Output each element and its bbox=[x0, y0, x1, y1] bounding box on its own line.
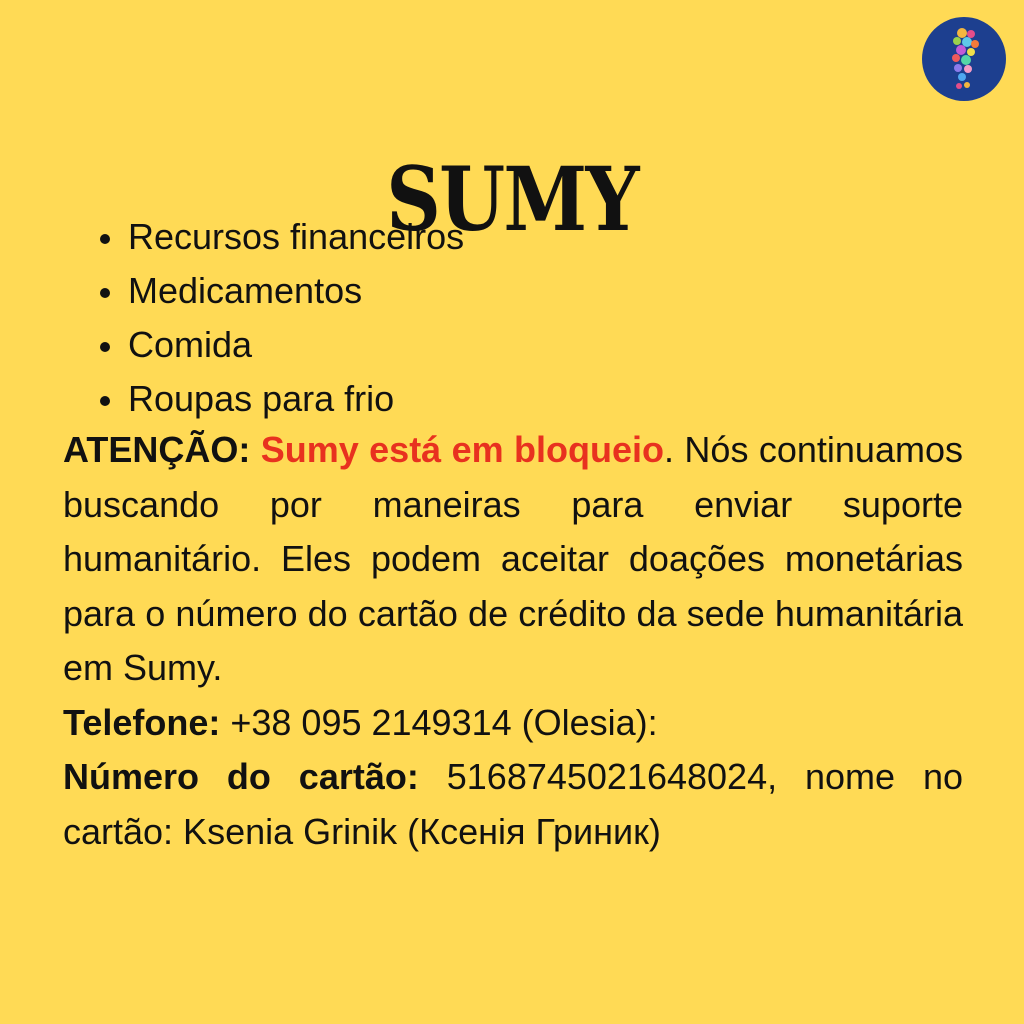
logo-icon bbox=[922, 17, 1006, 101]
list-item: Medicamentos bbox=[96, 264, 464, 318]
lockdown-alert: Sumy está em bloqueio bbox=[260, 429, 665, 470]
phone-number: +38 095 2149314 (Olesia): bbox=[230, 701, 658, 743]
page-title: SUMY bbox=[386, 146, 638, 251]
notice-paragraph bbox=[63, 423, 963, 696]
phone-line bbox=[63, 696, 963, 751]
phone-label: Telefone: bbox=[63, 701, 221, 743]
notice-text: . Nós continuamos buscando por maneiras para enviar suporte humanitário. Eles podem aceitar doações monetárias para o número do cartão de crédito da sede humanitária em Sumy. bbox=[63, 429, 963, 688]
card-paragraph bbox=[63, 750, 963, 859]
notice-label: ATENÇÃO: bbox=[63, 429, 251, 470]
list-item: Roupas para frio bbox=[96, 372, 464, 426]
list-item: Recursos financeiros bbox=[96, 210, 464, 264]
list-item: Comida bbox=[96, 318, 464, 372]
info-block bbox=[63, 423, 963, 859]
needs-list bbox=[96, 210, 464, 426]
colorful-dots-logo-icon bbox=[922, 17, 1006, 101]
card-details: 5168745021648024, nome no cartão: Ksenia Grinik (Ксенія Гриник) bbox=[63, 756, 963, 852]
card-label: Número do cartão: bbox=[63, 756, 419, 797]
